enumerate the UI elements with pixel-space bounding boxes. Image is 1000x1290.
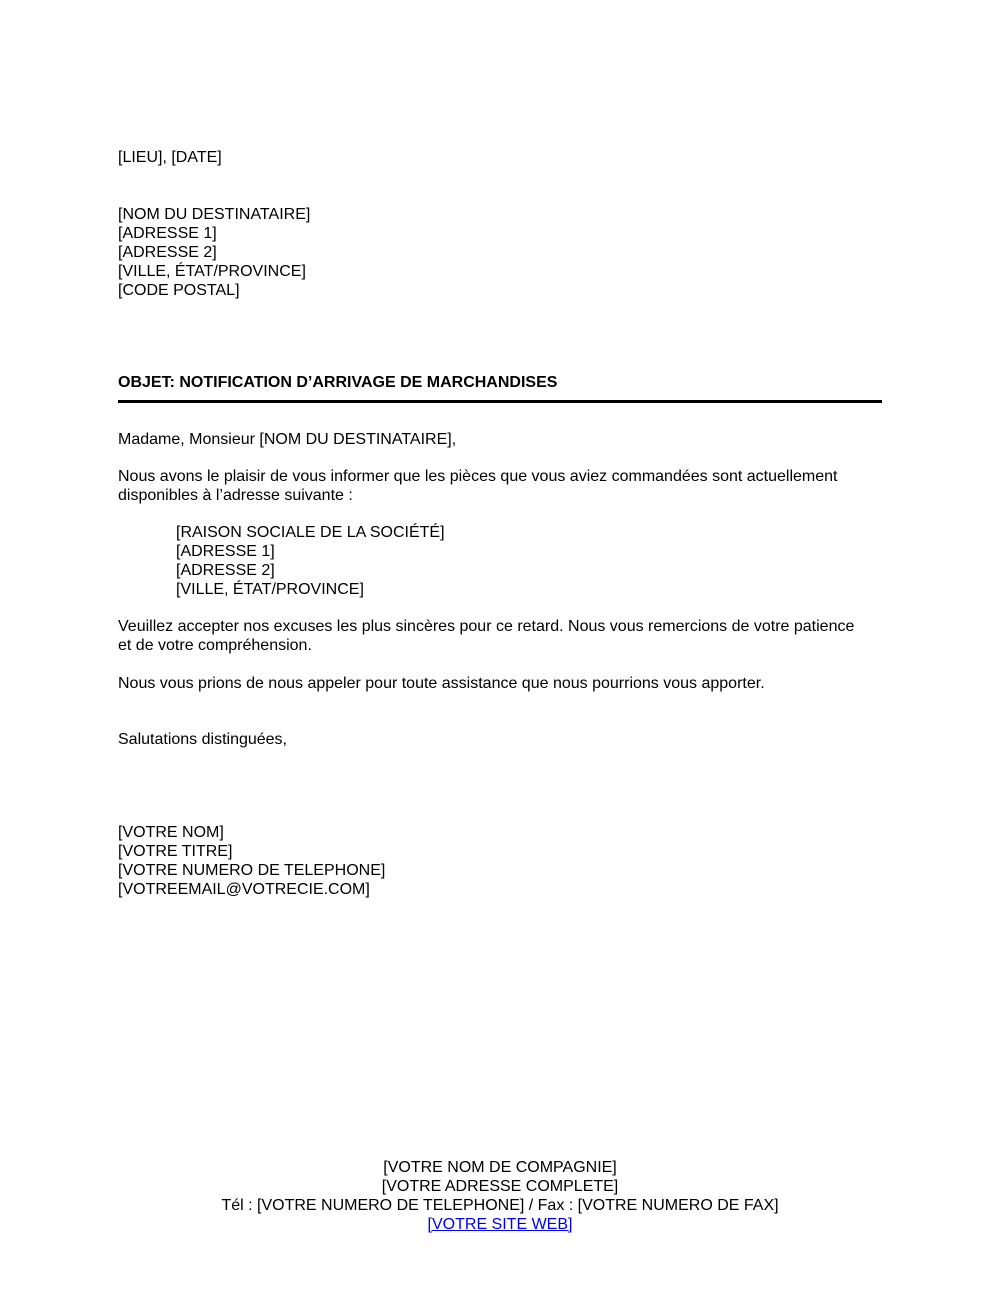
signature-block bbox=[118, 823, 385, 899]
letterhead-footer bbox=[0, 1158, 1000, 1234]
paragraph-apology-line1: Veuillez accepter nos excuses les plus sincères pour ce retard. Nous vous remercions de votre patience bbox=[118, 618, 855, 635]
subject-block bbox=[118, 373, 882, 403]
footer-company: [VOTRE NOM DE COMPAGNIE] bbox=[383, 1159, 617, 1176]
company-city-state: [VILLE, ÉTAT/PROVINCE] bbox=[176, 581, 364, 598]
recipient-address2: [ADRESSE 2] bbox=[118, 244, 217, 261]
paragraph-availability-line1: Nous avons le plaisir de vous informer que les pièces que vous aviez commandées sont actuellement bbox=[118, 468, 838, 485]
salutation: Madame, Monsieur [NOM DU DESTINATAIRE], bbox=[118, 431, 457, 448]
recipient-name: [NOM DU DESTINATAIRE] bbox=[118, 206, 311, 223]
paragraph-apology bbox=[118, 617, 888, 655]
closing-block bbox=[118, 730, 287, 749]
footer-address: [VOTRE ADRESSE COMPLETE] bbox=[381, 1178, 619, 1195]
signature-name: [VOTRE NOM] bbox=[118, 824, 224, 841]
paragraph-availability bbox=[118, 467, 888, 505]
signature-email: [VOTREEMAIL@VOTRECIE.COM] bbox=[118, 881, 370, 898]
footer-website-link[interactable]: [VOTRE SITE WEB] bbox=[427, 1216, 573, 1233]
salutation-block bbox=[118, 430, 456, 449]
paragraph-assistance-text: Nous vous prions de nous appeler pour toute assistance que nous pourrions vous apporter. bbox=[118, 675, 765, 692]
signature-phone: [VOTRE NUMERO DE TELEPHONE] bbox=[118, 862, 386, 879]
subject-line: OBJET: NOTIFICATION D’ARRIVAGE DE MARCHANDISES bbox=[118, 374, 558, 391]
footer-contact: Tél : [VOTRE NUMERO DE TELEPHONE] / Fax : [VOTRE NUMERO DE FAX] bbox=[221, 1197, 779, 1214]
paragraph-assistance bbox=[118, 674, 888, 693]
signature-title: [VOTRE TITRE] bbox=[118, 843, 233, 860]
place-date-block bbox=[118, 148, 222, 167]
place-date: [LIEU], [DATE] bbox=[118, 149, 222, 166]
closing: Salutations distinguées, bbox=[118, 731, 287, 748]
company-address bbox=[176, 523, 445, 599]
paragraph-availability-line2: disponibles à l’adresse suivante : bbox=[118, 487, 353, 504]
company-name: [RAISON SOCIALE DE LA SOCIÉTÉ] bbox=[176, 524, 445, 541]
recipient-postal-code: [CODE POSTAL] bbox=[118, 282, 240, 299]
company-address2: [ADRESSE 2] bbox=[176, 562, 275, 579]
recipient-city-state: [VILLE, ÉTAT/PROVINCE] bbox=[118, 263, 306, 280]
recipient-address bbox=[118, 205, 310, 300]
paragraph-apology-line2: et de votre compréhension. bbox=[118, 637, 312, 654]
recipient-address1: [ADRESSE 1] bbox=[118, 225, 217, 242]
subject-divider bbox=[118, 400, 882, 403]
company-address1: [ADRESSE 1] bbox=[176, 543, 275, 560]
